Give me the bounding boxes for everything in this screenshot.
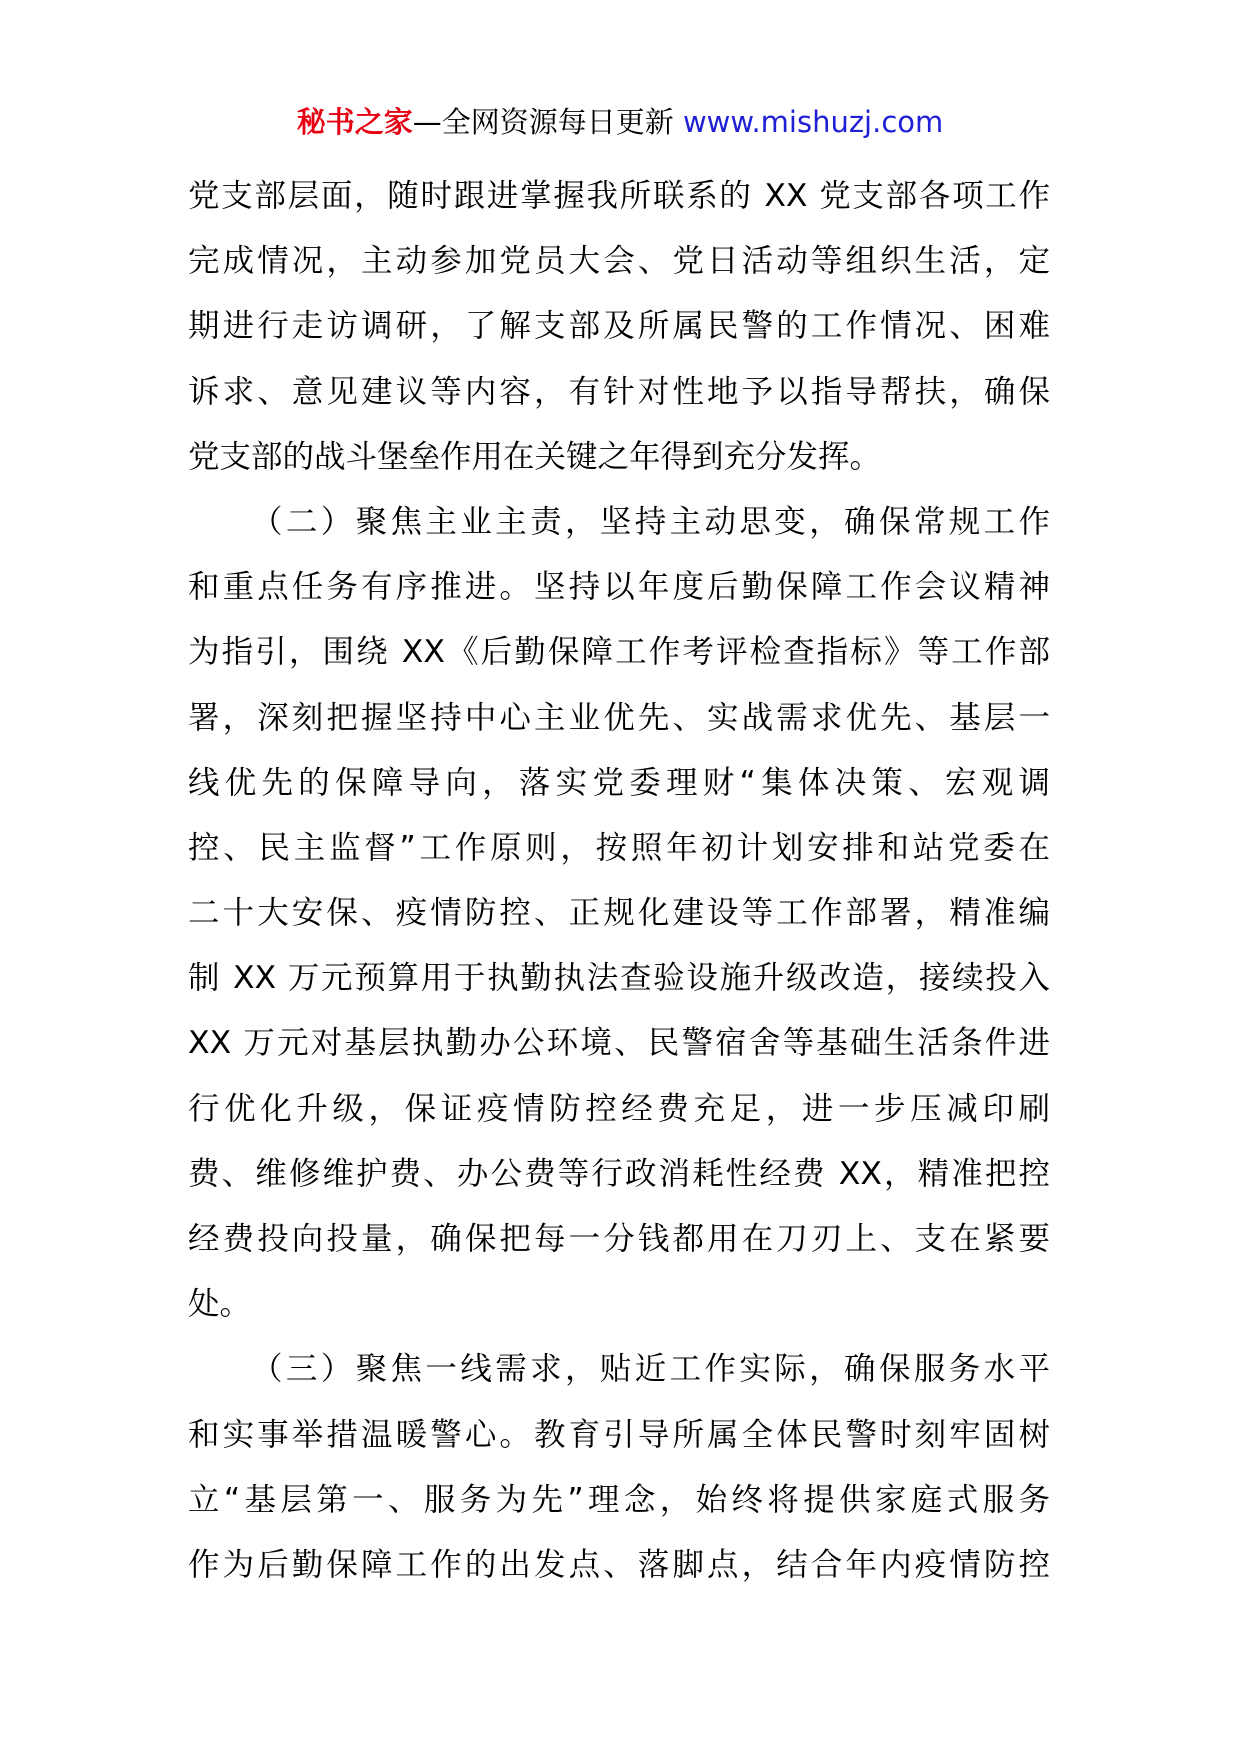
site-header (0, 100, 1240, 144)
text-line: XX 万元对基层执勤办公环境、民警宿舍等基础生活条件进 (188, 1025, 1050, 1062)
document-body (188, 164, 1050, 1598)
section-heading-line: （三）聚焦一线需求，贴近工作实际，确保服务水平 (251, 1351, 1050, 1388)
text-line: 诉求、意见建议等内容，有针对性地予以指导帮扶，确保 (188, 373, 1050, 410)
text-line: 制 XX 万元预算用于执勤执法查验设施升级改造，接续投入 (188, 960, 1050, 997)
text-line: 和实事举措温暖警心。教育引导所属全体民警时刻牢固树 (188, 1416, 1050, 1453)
site-tagline: —全网资源每日更新 (412, 105, 683, 139)
section-heading-line: （二）聚焦主业主责，坚持主动思变，确保常规工作 (251, 503, 1050, 540)
text-line: 二十大安保、疫情防控、正规化建设等工作部署，精准编 (188, 895, 1050, 932)
text-line: 署，深刻把握坚持中心主业优先、实战需求优先、基层一 (188, 699, 1050, 736)
text-line: 控、民主监督”工作原则，按照年初计划安排和站党委在 (188, 829, 1050, 866)
text-line: 党支部层面，随时跟进掌握我所联系的 XX 党支部各项工作 (188, 178, 1050, 214)
site-url-link[interactable]: www.mishuzj.com (682, 105, 944, 139)
text-line: 和重点任务有序推进。坚持以年度后勤保障工作会议精神 (188, 569, 1050, 606)
text-line: 费、维修维护费、办公费等行政消耗性经费 XX，精准把控 (188, 1155, 1050, 1192)
text-line: 线优先的保障导向，落实党委理财“集体决策、宏观调 (188, 764, 1050, 801)
text-line: 完成情况，主动参加党员大会、党日活动等组织生活，定 (188, 243, 1050, 280)
text-line: 党支部的战斗堡垒作用在关键之年得到充分发挥。 (188, 438, 882, 475)
site-brand: 秘书之家 (296, 105, 413, 139)
text-line: 立“基层第一、服务为先”理念，始终将提供家庭式服务 (188, 1481, 1050, 1518)
text-line: 期进行走访调研，了解支部及所属民警的工作情况、困难 (188, 308, 1050, 345)
text-line: 为指引，围绕 XX《后勤保障工作考评检查指标》等工作部 (188, 634, 1050, 671)
text-line: 作为后勤保障工作的出发点、落脚点，结合年内疫情防控 (188, 1546, 1050, 1583)
text-line: 行优化升级，保证疫情防控经费充足，进一步压减印刷 (188, 1090, 1050, 1127)
text-line: 处。 (188, 1286, 252, 1323)
text-line: 经费投向投量，确保把每一分钱都用在刀刃上、支在紧要 (188, 1221, 1050, 1257)
